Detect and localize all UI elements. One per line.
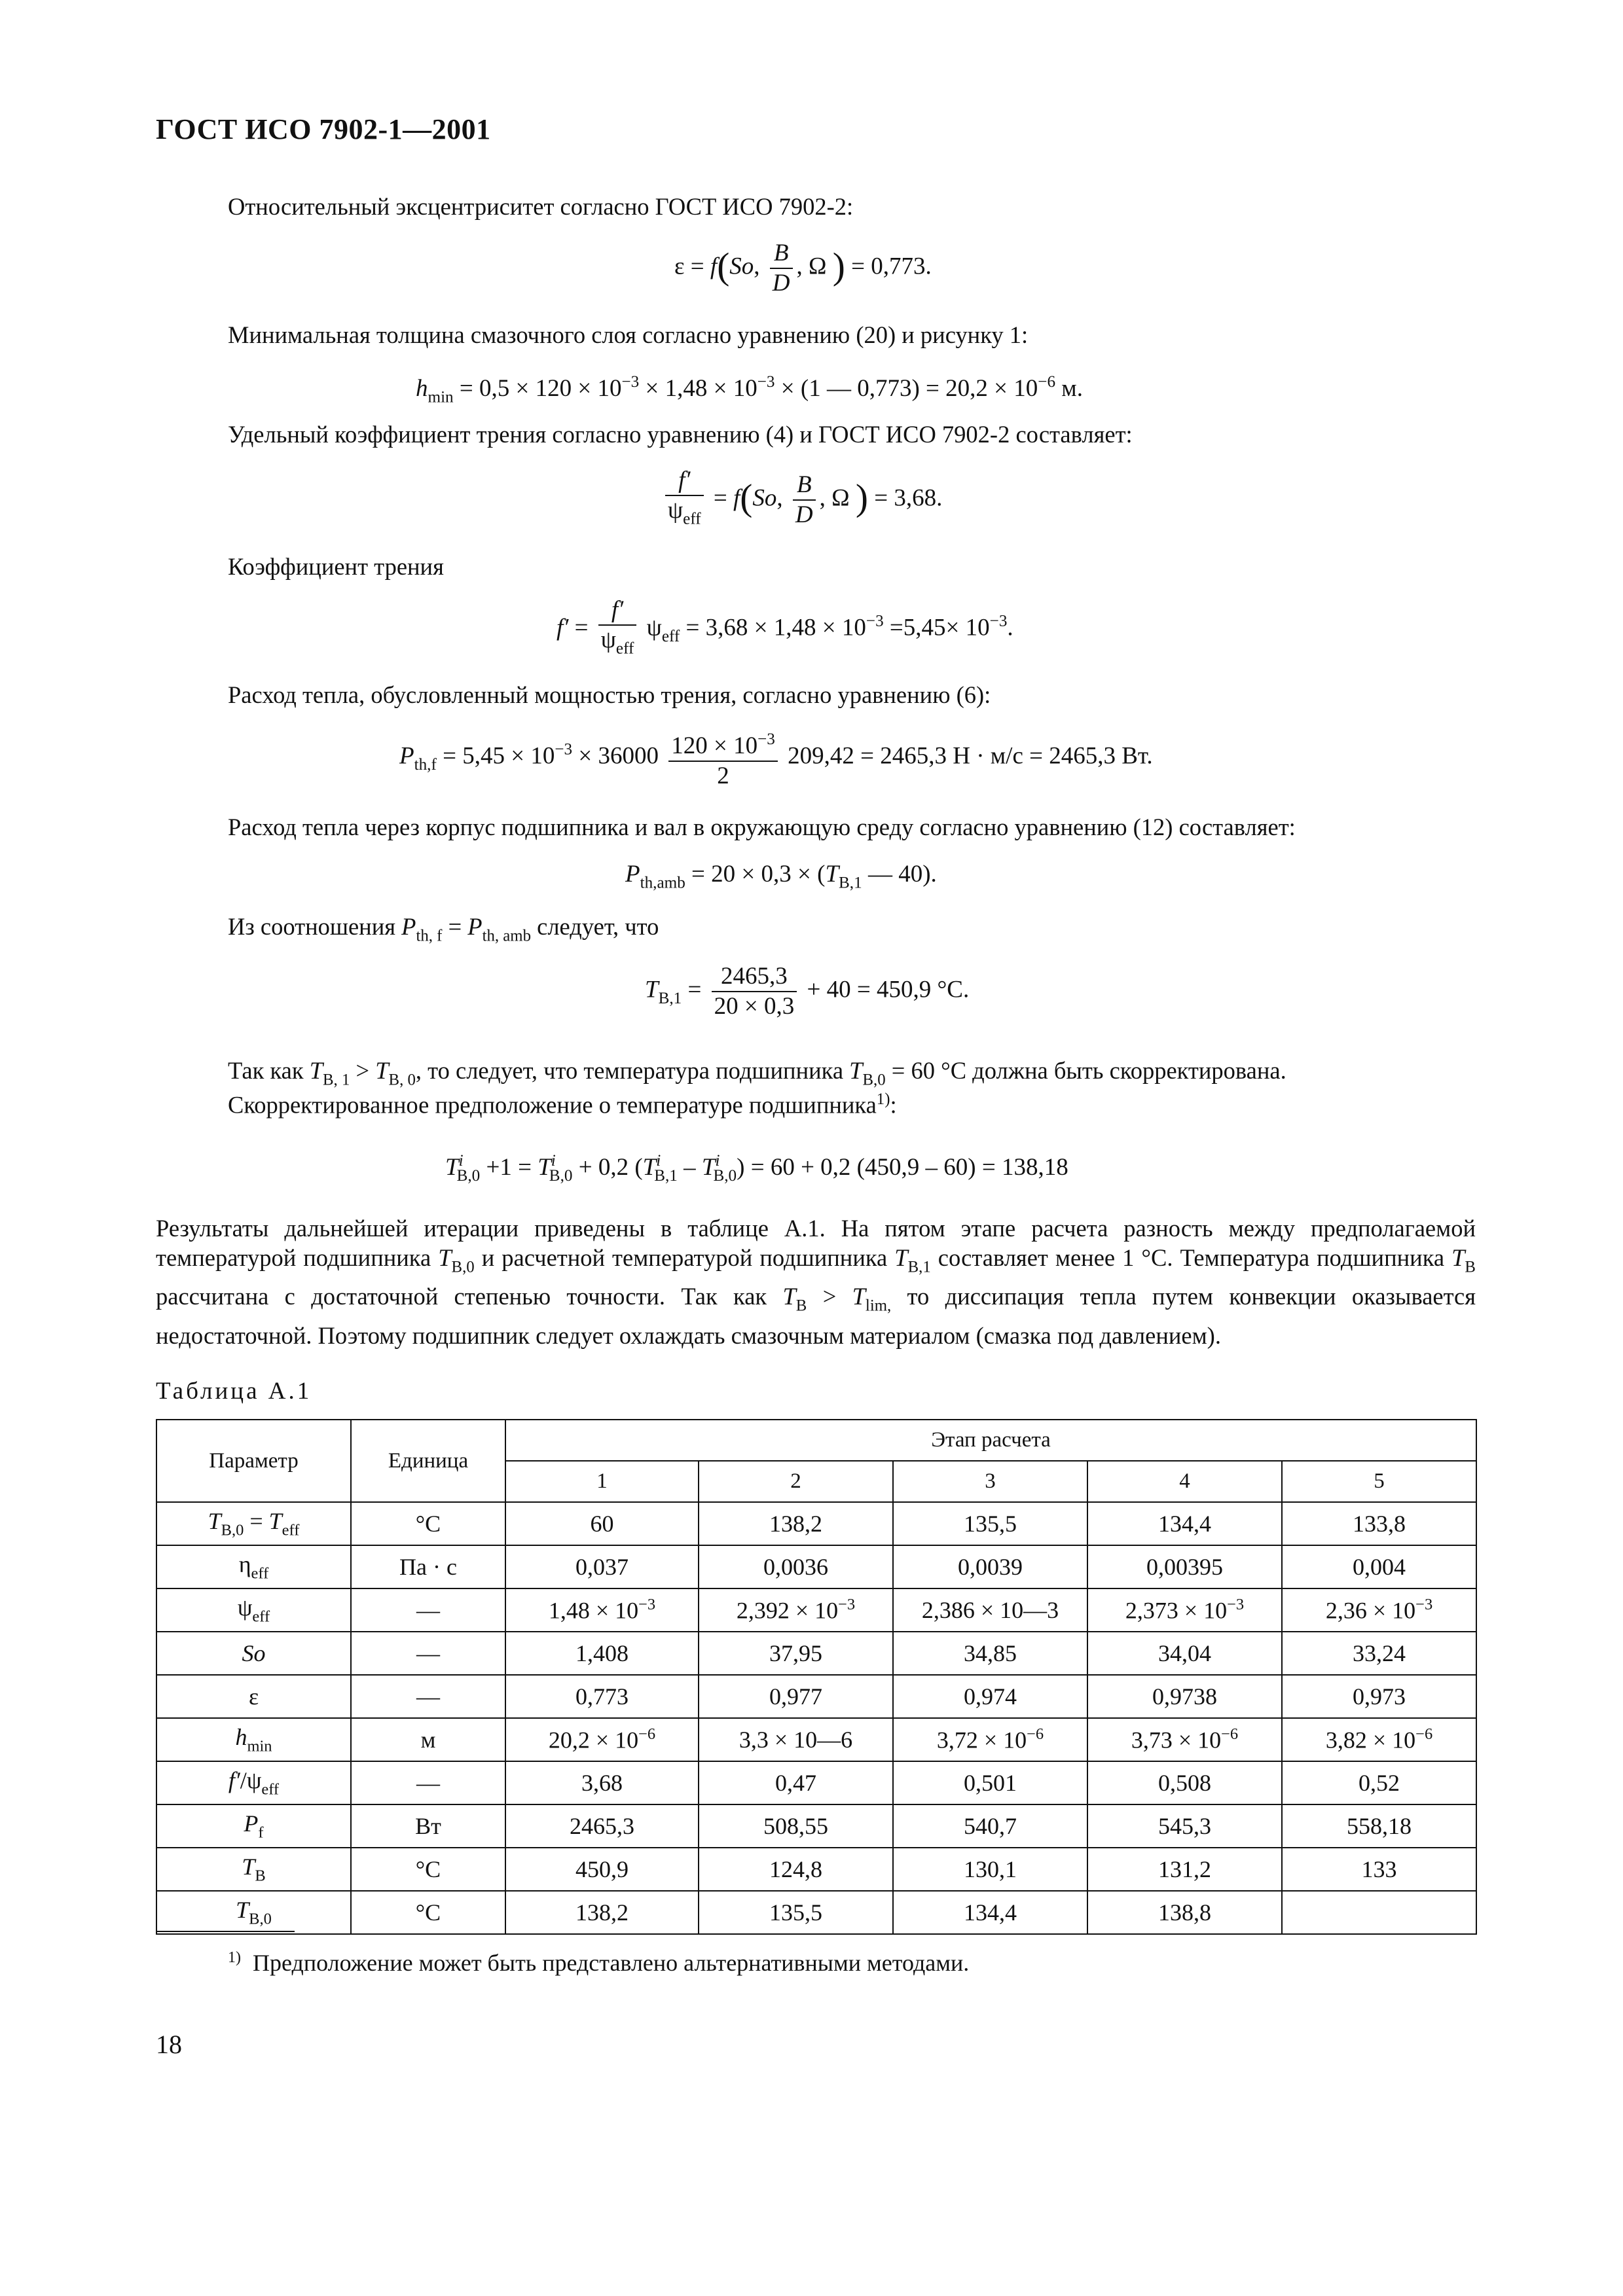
table-cell-value: 133,8 xyxy=(1282,1502,1476,1545)
table-row xyxy=(156,1761,1476,1804)
relation-text-a: Из соотношения xyxy=(228,913,396,940)
table-cell-value: 138,2 xyxy=(505,1891,699,1934)
table-cell-value: 33,24 xyxy=(1282,1632,1476,1675)
document-header: ГОСТ ИСО 7902-1—2001 xyxy=(156,113,491,145)
table-cell-unit: — xyxy=(351,1588,505,1632)
table-cell-value: $3,82 \times 10^{-6}$ xyxy=(1282,1718,1476,1761)
correction-text-a: Так как xyxy=(228,1057,304,1084)
paragraph-eccentricity: Относительный эксцентриситет согласно ГОСТ ИСО 7902-2: xyxy=(228,193,854,220)
table-cell-value: 540,7 xyxy=(893,1804,1087,1848)
table-cell-value: 37,95 xyxy=(699,1632,893,1675)
equation-hmin-result: = 20,2 × 10 xyxy=(926,374,1038,402)
equation-heat-ambient-rhs: = 20 × 0,3 × ( xyxy=(691,861,826,888)
table-cell-value: 3,68 xyxy=(505,1761,699,1804)
table-cell-unit: °С xyxy=(351,1848,505,1891)
table-row xyxy=(156,1632,1476,1675)
table-cell-value: 558,18 xyxy=(1282,1804,1476,1848)
table-cell-parameter: $h_{min}$ xyxy=(156,1718,351,1761)
table-row xyxy=(156,1891,1476,1934)
equation-iteration-result: = 60 + 0,2 (450,9 – 60) = 138,18 xyxy=(750,1153,1068,1181)
table-cell-parameter: $f'/\psi_{eff}$ xyxy=(156,1761,351,1804)
table-cell-value: 545,3 xyxy=(1087,1804,1282,1848)
table-cell-parameter: $T_B$ xyxy=(156,1848,351,1891)
table-cell-value: 450,9 xyxy=(505,1848,699,1891)
table-header-unit: Единица xyxy=(351,1420,505,1502)
table-header-stage-3: 3 xyxy=(893,1461,1087,1502)
table-cell-unit: м xyxy=(351,1718,505,1761)
paragraph-friction-coefficient: Коэффициент трения xyxy=(228,553,444,580)
table-cell-value: $3,72 \times 10^{-6}$ xyxy=(893,1718,1087,1761)
table-cell-unit: Па · с xyxy=(351,1545,505,1588)
table-cell-unit: — xyxy=(351,1761,505,1804)
correction-colon: : xyxy=(890,1091,897,1119)
table-cell-parameter: $\psi_{eff}$ xyxy=(156,1588,351,1632)
equation-hmin-rhs: = 0,5 × 120 × 10 xyxy=(459,374,622,402)
table-cell-value: 60 xyxy=(505,1502,699,1545)
table-cell-value: 0,501 xyxy=(893,1761,1087,1804)
table-cell-parameter: $T_{B,0} = T_{eff}$ xyxy=(156,1502,351,1545)
table-cell-value: 138,2 xyxy=(699,1502,893,1545)
table-cell-value: 130,1 xyxy=(893,1848,1087,1891)
table-cell-value xyxy=(1282,1891,1476,1934)
correction-text-b: , то следует, что температура подшипника xyxy=(415,1057,844,1084)
table-cell-parameter: $T_{B,0}$ xyxy=(156,1891,351,1934)
paragraph-friction-coefficient-specific: Удельный коэффициент трения согласно уравнению (4) и ГОСТ ИСО 7902-2 составляет: xyxy=(228,421,1133,448)
table-cell-unit: — xyxy=(351,1675,505,1718)
table-cell-value: 0,973 xyxy=(1282,1675,1476,1718)
table-cell-value: $2,392 \times 10^{-3}$ xyxy=(699,1588,893,1632)
table-cell-value: 138,8 xyxy=(1087,1891,1282,1934)
table-cell-unit: Вт xyxy=(351,1804,505,1848)
table-cell-value: $1,48 \times 10^{-3}$ xyxy=(505,1588,699,1632)
table-cell-value: 34,85 xyxy=(893,1632,1087,1675)
table-cell-value: 131,2 xyxy=(1087,1848,1282,1891)
table-cell-value: $20,2 \times 10^{-6}$ xyxy=(505,1718,699,1761)
table-cell-value: $2,373 \times 10^{-3}$ xyxy=(1087,1588,1282,1632)
paragraph-heat-flow-ambient: Расход тепла через корпус подшипника и вал в окружающую среду согласно уравнению (12) составляет: xyxy=(228,814,1296,840)
table-cell-value: 135,5 xyxy=(893,1502,1087,1545)
equation-eccentricity: ε = f(So, $\frac{B}{D}$ , Ω ) = 0,773. xyxy=(674,240,932,296)
table-cell-value: 0,9738 xyxy=(1087,1675,1282,1718)
table-row xyxy=(156,1804,1476,1848)
equation-heat-friction-result: 209,42 = 2465,3 Н · м/с = 2465,3 Вт. xyxy=(788,742,1153,770)
table-cell-value: 0,508 xyxy=(1087,1761,1282,1804)
equation-bearing-temperature-result: + 40 = 450,9 °С. xyxy=(807,976,970,1003)
table-header-stage-5: 5 xyxy=(1282,1461,1476,1502)
footnote-text: Предположение может быть представлено альтернативными методами. xyxy=(253,1950,970,1977)
table-cell-value: 2465,3 xyxy=(505,1804,699,1848)
table-cell-unit: °С xyxy=(351,1891,505,1934)
table-cell-value: 508,55 xyxy=(699,1804,893,1848)
paragraph-correction: Так как $T_{B, 1} > T_{B, 0}$, то следует, что температура подшипника $T_{B,0} = 60$ °С должна быть скорректирована. xyxy=(228,1057,1286,1089)
iteration-table xyxy=(156,1419,1477,1935)
table-cell-unit: — xyxy=(351,1632,505,1675)
tb1-denominator: 20 × 0,3 xyxy=(714,993,795,1020)
table-cell-value: 0,0036 xyxy=(699,1545,893,1588)
table-cell-value: 0,974 xyxy=(893,1675,1087,1718)
equation-friction-result: = 3,68 × 1,48 × 10 xyxy=(685,614,866,641)
table-cell-value: 0,0039 xyxy=(893,1545,1087,1588)
relation-text-b: следует, что xyxy=(537,913,659,940)
table-row xyxy=(156,1718,1476,1761)
paragraph-correction-line2 xyxy=(228,1084,897,1121)
table-cell-value: 0,977 xyxy=(699,1675,893,1718)
equation-friction-coefficient: f′ = $\frac{f'}{\psi_{eff}}$ $\psi_{eff} = 3,68 \times 1,48 \times 10^{-3} =5,45\times 10^{-3}$. xyxy=(556,596,1013,658)
footnote-mark: 1) xyxy=(228,1949,241,1966)
equation-heat-friction: $P_{th,f} = 5,45 \times 10^{-3} \times 36000$ $\frac{120 \times 10^{-3}}{2}$ 209,42 = 2465,3 Н · м/с = 2465,3 Вт. xyxy=(399,725,1153,791)
paragraph-heat-flow-friction: Расход тепла, обусловленный мощностью трения, согласно уравнению (6): xyxy=(228,681,991,708)
equation-friction-ratio: $\frac{f'}{\psi_{eff}}$ = f(So, $\frac{B}{D}$ , Ω ) = 3,68. xyxy=(661,466,942,534)
footnote-rule xyxy=(156,1931,295,1932)
paragraph-results: Результаты дальнейшей итерации приведены в таблице А.1. На пятом этапе расчета разность между предполагаемой температурой подшипника $T_{B,0}$ и расчетной температурой подшипника $T_{B,1}$ составляет менее 1 °С. Температура подшипника $T_B$ рассчитана с достаточной степенью точности. Так как $T_B > T_{lim,}$ то диссипация тепла путем конвекции оказывается недостаточной. Поэтому подшипник следует охлаждать смазочным материалом (смазка под давлением). xyxy=(156,1215,1476,1349)
table-header-stage-4: 4 xyxy=(1087,1461,1282,1502)
table-header-parameter: Параметр xyxy=(156,1420,351,1502)
page-number: 18 xyxy=(156,2030,182,2059)
table-cell-value: 0,773 xyxy=(505,1675,699,1718)
equation-hmin: $h_{min} = 0,5 \times 120 \times 10^{-3} \times 1,48 \times 10^{-3} \times (1$ — $0,773) = 20,2 \times 10^{-6}$ м. xyxy=(416,373,1083,406)
table-header-stage: Этап расчета xyxy=(505,1420,1476,1461)
equation-heat-ambient: $P_{th,amb} = 20 \times 0,3 \times (T_{B,1}$ — 40). xyxy=(625,861,937,892)
table-cell-value: $3,73 \times 10^{-6}$ xyxy=(1087,1718,1282,1761)
table-cell-value: 0,00395 xyxy=(1087,1545,1282,1588)
table-header-stage-1: 1 xyxy=(505,1461,699,1502)
table-cell-parameter: $P_f$ xyxy=(156,1804,351,1848)
paragraph-relation: Из соотношения $P_{th, f} = P_{th, amb}$ следует, что xyxy=(228,913,659,945)
equation-friction-ratio-result: = 3,68. xyxy=(874,484,943,512)
table-cell-value: 0,004 xyxy=(1282,1545,1476,1588)
tb1-numerator: 2465,3 xyxy=(712,962,797,992)
paragraph-min-thickness: Минимальная толщина смазочного слоя согласно уравнению (20) и рисунку 1: xyxy=(228,321,1029,348)
table-cell-value: 134,4 xyxy=(1087,1502,1282,1545)
table-caption: Таблица А.1 xyxy=(156,1378,312,1405)
table-row xyxy=(156,1675,1476,1718)
table-cell-value: 124,8 xyxy=(699,1848,893,1891)
equation-bearing-temperature: $T_{B,1}$ = $\frac{2465,3}{20 \times 0,3}$ + 40 = 450,9 °С. xyxy=(645,963,970,1020)
table-row xyxy=(156,1502,1476,1545)
table-cell-unit: °С xyxy=(351,1502,505,1545)
table-cell-parameter: ε xyxy=(156,1675,351,1718)
table-header-stage-2: 2 xyxy=(699,1461,893,1502)
table-cell-value: 134,4 xyxy=(893,1891,1087,1934)
table-row xyxy=(156,1588,1476,1632)
equation-eccentricity-result: = 0,773. xyxy=(851,253,932,280)
table-cell-parameter: $\eta_{eff}$ xyxy=(156,1545,351,1588)
equation-iteration: $T^i_{B,0} +1 = T^i_{B,0} + 0,2$ $(T^i_{B,1} - T^i_{B,0}) = 60 + 0,2$ (450,9 – 60) = 138,18 xyxy=(445,1152,1068,1185)
table-cell-value: 0,037 xyxy=(505,1545,699,1588)
correction-line2-text: Скорректированное предположение о температуре подшипника xyxy=(228,1091,877,1119)
table-cell-value: 34,04 xyxy=(1087,1632,1282,1675)
table-cell-value: 133 xyxy=(1282,1848,1476,1891)
table-cell-value: 0,52 xyxy=(1282,1761,1476,1804)
table-row xyxy=(156,1848,1476,1891)
table-cell-value: 2,386 × 10—3 xyxy=(893,1588,1087,1632)
correction-text-c: = 60 °С должна быть скорректирована. xyxy=(891,1057,1286,1084)
table-cell-value: 1,408 xyxy=(505,1632,699,1675)
table-cell-value: $2,36 \times 10^{-3}$ xyxy=(1282,1588,1476,1632)
table-cell-value: 0,47 xyxy=(699,1761,893,1804)
table-cell-parameter: So xyxy=(156,1632,351,1675)
footnote xyxy=(228,1949,969,1977)
footnote-reference: 1) xyxy=(876,1090,890,1108)
table-row xyxy=(156,1545,1476,1588)
table-cell-value: 3,3 × 10—6 xyxy=(699,1718,893,1761)
table-cell-value: 135,5 xyxy=(699,1891,893,1934)
